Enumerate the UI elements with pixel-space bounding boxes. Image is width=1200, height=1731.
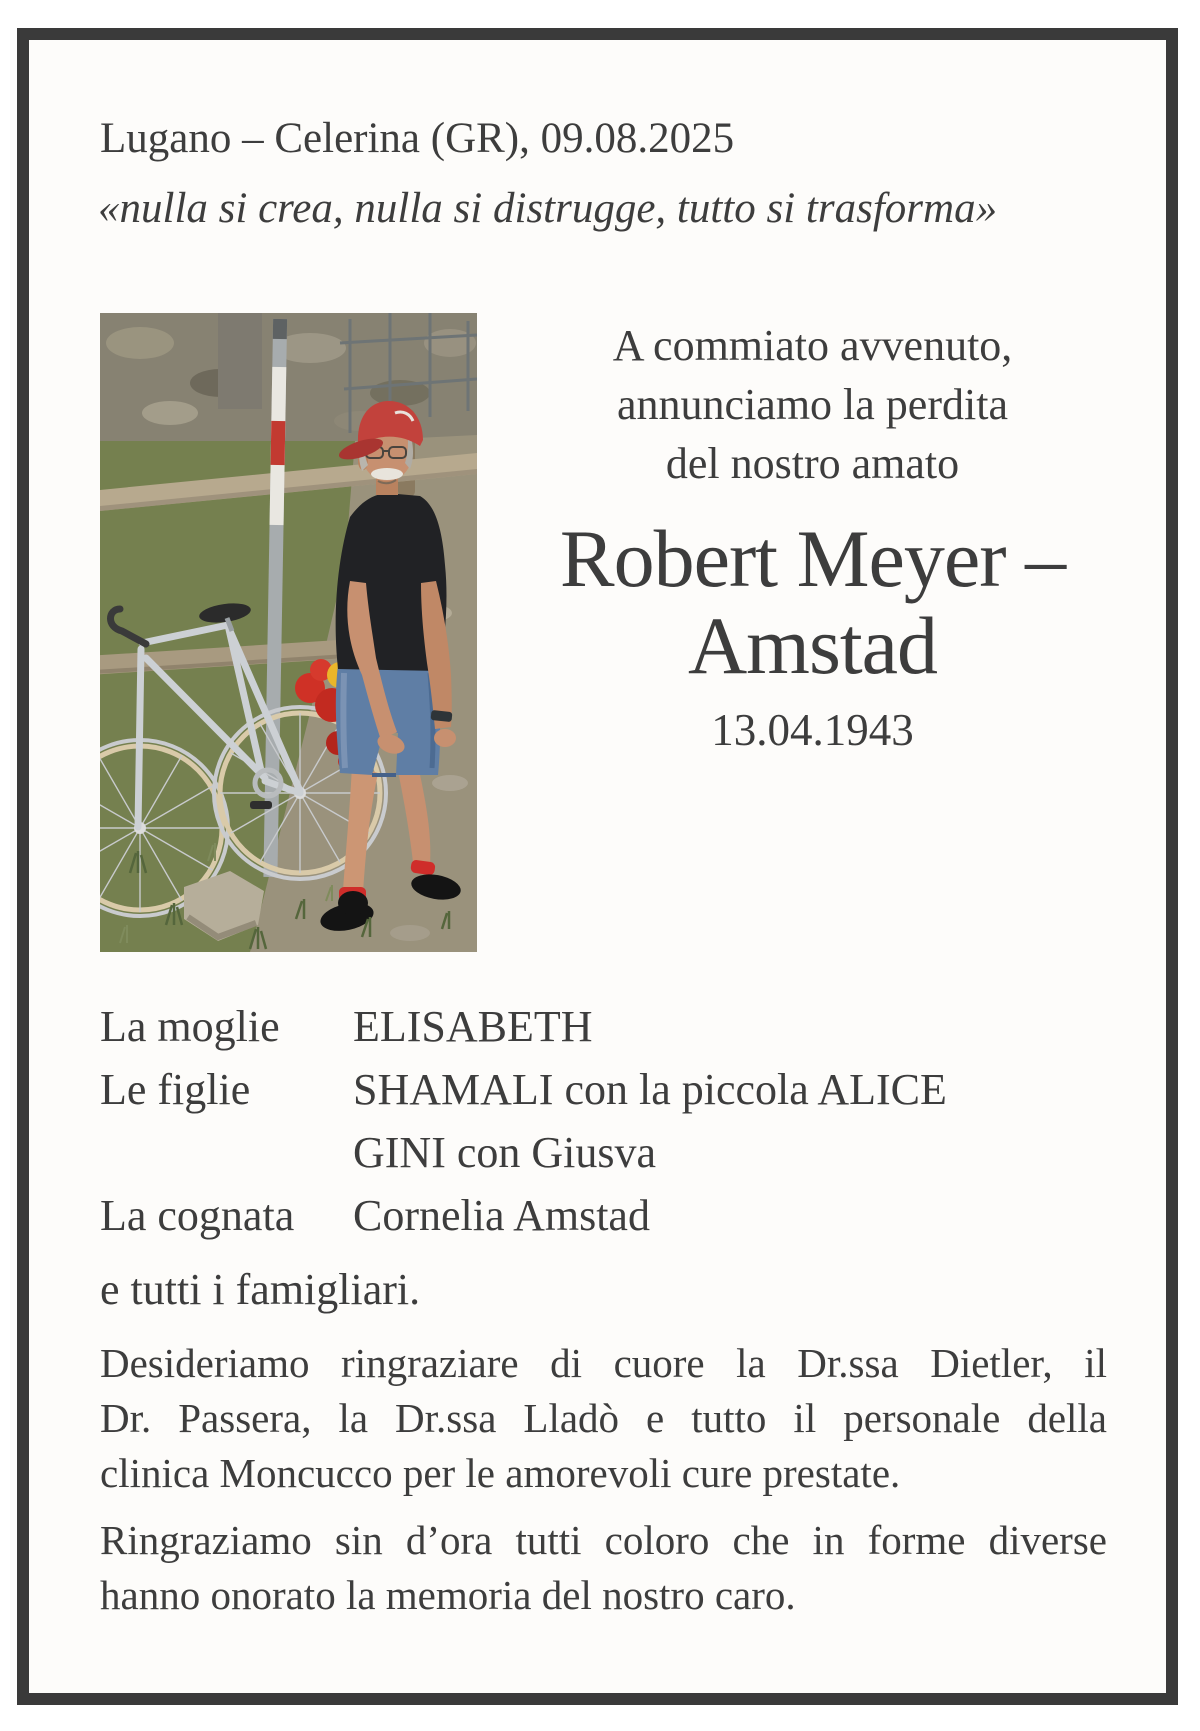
deceased-name-line: Robert Meyer – (559, 513, 1066, 604)
relation-label: La cognata (100, 1191, 295, 1240)
thanks-line: clinica Moncucco per le amorevoli cure prestate. (100, 1450, 901, 1496)
birth-date: 13.04.1943 (711, 705, 914, 755)
relation-label: La moglie (100, 1002, 280, 1051)
thanks-paragraph-doctors (100, 1336, 1107, 1501)
deceased-name (520, 515, 1105, 689)
acknowledgements (100, 1336, 1107, 1623)
family-list (100, 995, 1110, 1321)
thanks-line: Desideriamo ringraziare di cuore la Dr.ssa Dietler, il (100, 1340, 1107, 1386)
announcement-line: A commiato avvenuto, (612, 321, 1013, 370)
family-footer: e tutti i famigliari. (100, 1265, 421, 1314)
announcement-block (520, 316, 1105, 758)
relation-label (100, 1121, 353, 1184)
thanks-line: hanno onorato la memoria del nostro caro. (100, 1572, 796, 1618)
location-date: Lugano – Celerina (GR), 09.08.2025 (100, 115, 735, 162)
family-member-name: Cornelia Amstad (353, 1191, 650, 1240)
relation-label: Le figlie (100, 1065, 251, 1114)
family-member-name: SHAMALI con la piccola ALICE (353, 1065, 947, 1114)
family-row (100, 995, 1110, 1058)
announcement-line: annunciamo la perdita (617, 380, 1008, 429)
deceased-photo (100, 313, 477, 952)
thanks-paragraph-memory (100, 1513, 1107, 1623)
thanks-line: Ringraziamo sin d’ora tutti coloro che in forme diverse (100, 1517, 1107, 1563)
thanks-line: Dr. Passera, la Dr.ssa Lladò e tutto il personale della (100, 1395, 1107, 1441)
family-member-name: GINI con Giusva (353, 1128, 657, 1177)
deceased-name-line: Amstad (687, 600, 938, 691)
announcement-line: del nostro amato (665, 439, 960, 488)
family-row (100, 1184, 1110, 1247)
family-member-name: ELISABETH (353, 1002, 593, 1051)
family-row (100, 1058, 1110, 1121)
family-row (100, 1121, 1110, 1184)
epitaph-quote: «nulla si crea, nulla si distrugge, tutto si trasforma» (98, 185, 998, 232)
